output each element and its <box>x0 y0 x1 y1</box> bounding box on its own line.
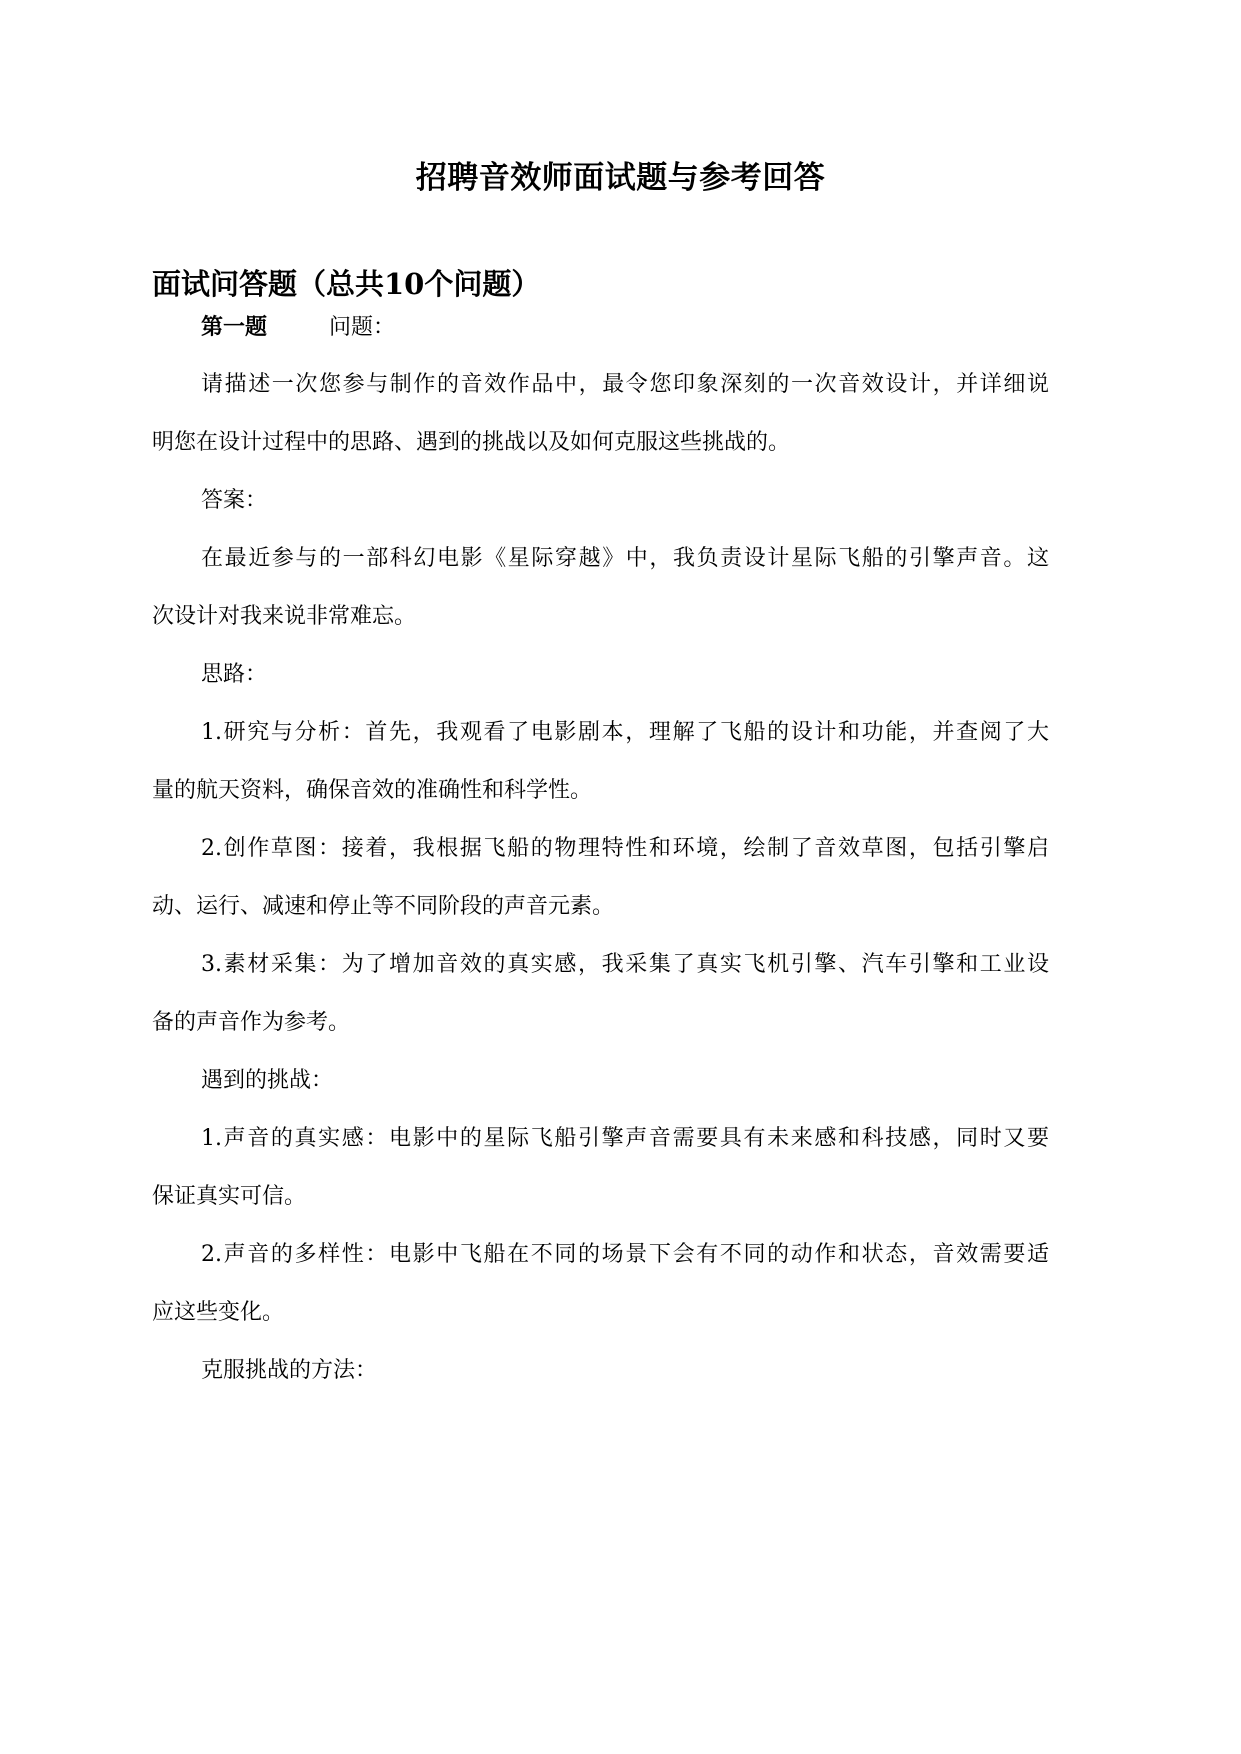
approach-item-1-line-2: 量的航天资料，确保音效的准确性和科学性。 <box>152 778 593 803</box>
answer-intro-line-2: 次设计对我来说非常难忘。 <box>152 604 417 629</box>
approach-item-2-line-1: 2.创作草图：接着，我根据飞船的物理特性和环境，绘制了音效草图，包括引擎启 <box>201 836 1049 861</box>
approach-item-3-line-1: 3.素材采集：为了增加音效的真实感，我采集了真实飞机引擎、汽车引擎和工业设 <box>201 952 1049 977</box>
approach-item-3-line-2: 备的声音作为参考。 <box>152 1010 351 1035</box>
challenge-item-1-line-2: 保证真实可信。 <box>152 1184 307 1209</box>
question-text-line-2: 明您在设计过程中的思路、遇到的挑战以及如何克服这些挑战的。 <box>152 430 791 455</box>
answer-label: 答案： <box>201 488 268 513</box>
approach-item-2-line-2: 动、运行、减速和停止等不同阶段的声音元素。 <box>152 894 615 919</box>
challenge-item-2-line-1: 2.声音的多样性：电影中飞船在不同的场景下会有不同的动作和状态，音效需要适 <box>201 1242 1049 1267</box>
approach-item-1-line-1: 1.研究与分析：首先，我观看了电影剧本，理解了飞船的设计和功能，并查阅了大 <box>201 720 1049 745</box>
answer-intro-line-1: 在最近参与的一部科幻电影《星际穿越》中，我负责设计星际飞船的引擎声音。这 <box>201 546 1049 571</box>
challenges-label: 遇到的挑战： <box>201 1068 334 1093</box>
section-heading: 面试问答题（总共10个问题） <box>152 267 541 301</box>
approach-label: 思路： <box>201 662 268 687</box>
question-number-label: 第一题 <box>201 314 268 340</box>
challenge-item-1-line-1: 1.声音的真实感：电影中的星际飞船引擎声音需要具有未来感和科技感，同时又要 <box>201 1126 1049 1151</box>
question-text-line-1: 请描述一次您参与制作的音效作品中，最令您印象深刻的一次音效设计，并详细说 <box>201 372 1049 397</box>
question-word-label: 问题： <box>329 315 396 340</box>
solutions-label: 克服挑战的方法： <box>201 1358 378 1383</box>
question-header <box>201 312 395 343</box>
document-title: 招聘音效师面试题与参考回答 <box>415 160 826 196</box>
challenge-item-2-line-2: 应这些变化。 <box>152 1300 285 1325</box>
